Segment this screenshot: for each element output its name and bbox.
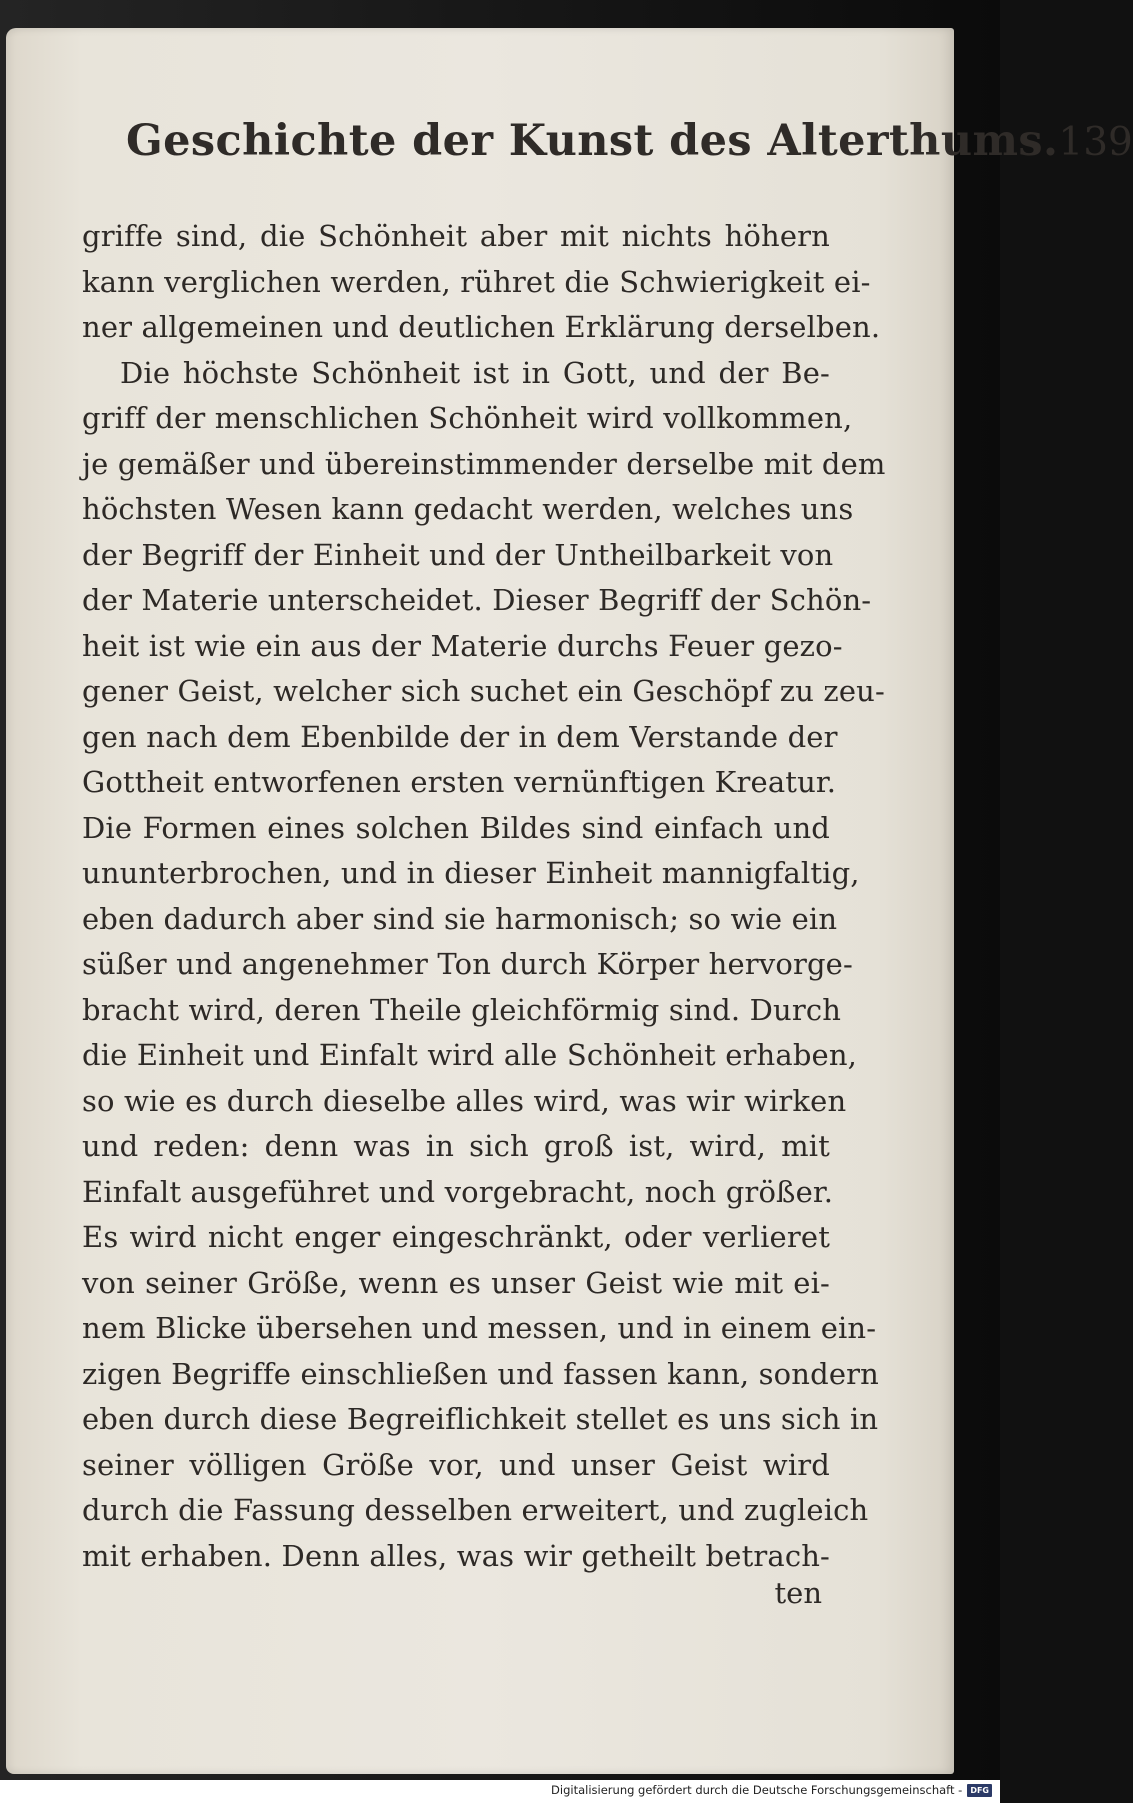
text-line: von seiner Größe, wenn es unser Geist wie mit ei- <box>82 1265 830 1300</box>
text-line: nem Blicke übersehen und messen, und in einem ein- <box>82 1311 877 1345</box>
text-line: mit erhaben. Denn alles, was wir getheilt betrach- <box>82 1538 830 1573</box>
text-line: durch die Fassung desselben erweitert, und zugleich <box>82 1493 869 1527</box>
text-line: ununterbrochen, und in dieser Einheit mannigfaltig, <box>82 856 860 890</box>
page-header <box>126 116 1133 176</box>
body-text <box>82 214 886 1579</box>
text-line: süßer und angenehmer Ton durch Körper hervorge- <box>82 947 853 981</box>
text-line: seiner völligen Größe vor, und unser Geist wird <box>82 1447 830 1482</box>
text-line: bracht wird, deren Theile gleichförmig sind. Durch <box>82 992 842 1027</box>
text-line: ner allgemeinen und deutlichen Erklärung derselben. <box>82 310 881 344</box>
running-title: Geschichte der Kunst des Alterthums. <box>126 116 1059 166</box>
text-line: die Einheit und Einfalt wird alle Schönheit erhaben, <box>82 1038 858 1072</box>
text-line: griff der menschlichen Schönheit wird vollkommen, <box>82 401 853 435</box>
catchword: ten <box>774 1576 822 1610</box>
text-line: gen nach dem Ebenbilde der in dem Verstande der <box>82 719 838 754</box>
book-page <box>6 28 1133 1774</box>
text-line: so wie es durch dieselbe alles wird, was wir wirken <box>82 1083 847 1118</box>
text-line: eben durch diese Begreiflichkeit stellet es uns sich in <box>82 1402 879 1436</box>
text-line: gener Geist, welcher sich suchet ein Geschöpf zu zeu- <box>82 674 885 708</box>
page-number: 139 <box>1058 120 1133 165</box>
text-line: der Materie unterscheidet. Dieser Begriff der Schön- <box>82 583 872 617</box>
text-line: der Begriff der Einheit und der Untheilbarkeit von <box>82 537 834 572</box>
text-line: zigen Begriffe einschließen und fassen kann, sondern <box>82 1356 879 1391</box>
text-line: und reden: denn was in sich groß ist, wird, mit <box>82 1129 830 1163</box>
text-line: griffe sind, die Schönheit aber mit nichts höhern <box>82 219 830 253</box>
text-line: heit ist wie ein aus der Materie durchs Feuer gezo- <box>82 628 843 663</box>
text-line: Gottheit entworfenen ersten vernünftigen Kreatur. <box>82 765 837 799</box>
text-line: Einfalt ausgeführet und vorgebracht, noch größer. <box>82 1174 834 1209</box>
footer-strip <box>0 1780 1000 1803</box>
text-line: Es wird nicht enger eingeschränkt, oder verlieret <box>82 1220 830 1254</box>
text-line: Die höchste Schönheit ist in Gott, und der Be- <box>120 355 830 390</box>
text-line: höchsten Wesen kann gedacht werden, welches uns <box>82 492 854 526</box>
text-line: je gemäßer und übereinstimmender derselbe mit dem <box>82 446 886 481</box>
footer-credit-text: Digitalisierung gefördert durch die Deutsche Forschungsgemeinschaft - <box>551 1783 963 1797</box>
dfg-logo-icon: DFG <box>967 1784 992 1797</box>
text-line: eben dadurch aber sind sie harmonisch; so wie ein <box>82 901 838 936</box>
text-line: Die Formen eines solchen Bildes sind einfach und <box>82 810 830 845</box>
text-line: kann verglichen werden, rühret die Schwierigkeit ei- <box>82 264 871 299</box>
footer-credit <box>551 1783 992 1797</box>
